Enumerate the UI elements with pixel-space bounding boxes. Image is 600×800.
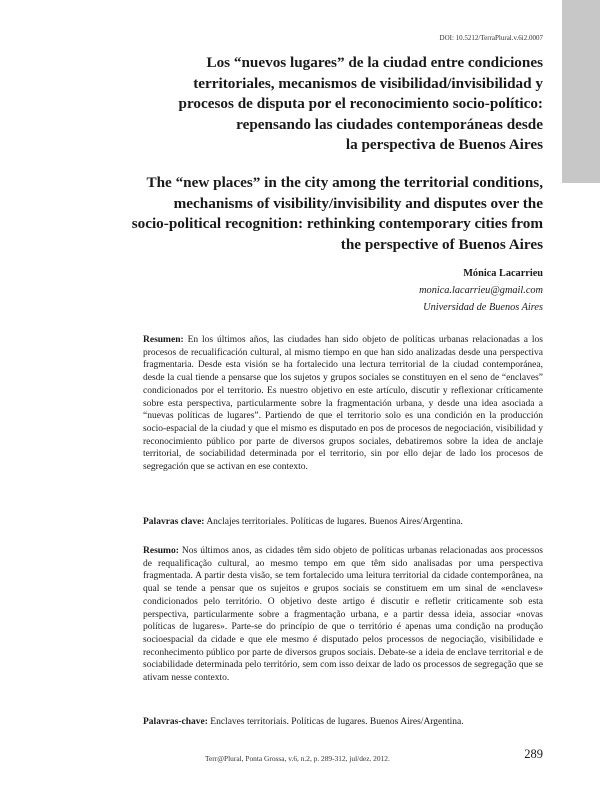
title-es-line: territoriales, mecanismos de visibilidad/invisibilidad y [193,74,543,92]
title-spanish [73,53,543,156]
title-en-line: socio-political recognition: rethinking contemporary cities from [131,215,543,233]
title-en-line: The “new places” in the city among the territorial conditions, [146,174,543,191]
side-tab-decoration [562,0,600,183]
author-name: Mónica Lacarrieu [463,268,543,279]
keywords-es-text: Anclajes territoriales. Políticas de lugares. Buenos Aires/Argentina. [204,517,463,527]
doi: DOI: 10.5212/TerraPlural.v.6i2.0007 [439,34,543,42]
abstract-pt-text: Nos últimos anos, as cidades têm sido objeto de políticas urbanas relacionadas aos processos de requalificação cultural, ao mesmo tempo em que têm sido analisadas por uma perspectiva fragmentada. A partir desta visão, se tem fortalecido uma leitura territorial da cidade contemporânea, na qual se tende a pensar que os sujeitos e grupos sociais se constituem em um sinal de «enclaves» condicionados pelo território. O objetivo deste artigo é discutir e refletir criticamente sob esta perspectiva, particularmente sobre a fragmentação urbana, e a partir dessa ideia, associar «novas políticas de lugares». Parte-se do princípio de que o território é apenas uma condição na produção socioespacial da cidade e que ele mesmo é disputado pelos processos de negociação, visibilidade e reconhecimento público por parte de diversos grupos sociais. Debate-se a ideia de enclave territorial e de sociabilidade determinada pelo território, sem com isso deixar de lado os processos de segregação que se ativam nesse contexto. [143,546,543,684]
abstract-es-text: En los últimos años, las ciudades han sido objeto de políticas urbanas relacionadas a los procesos de recualificación cultural, al mismo tiempo en que han sido analizadas desde una perspectiva fragmentaria. Desde esta visión se ha fortalecido una lectura territorial de la ciudad contemporánea, desde la cual tiende a pensarse que los sujetos y grupos sociales se constituyen en el seno de “enclaves” condicionados por el territorio. Es nuestro objetivo en este artículo, discutir y reflexionar críticamente sobre esta perspectiva, particularmente sobre la fragmentación urbana, y desde una idea asociada a “nuevas políticas de lugares”. Partiendo de que el territorio solo es una condición en la producción socio-espacial de la ciudad y que el mismo es disputado en pos de procesos de negociación, visibilidad y reconocimiento público por parte de diversos grupos sociales, debatiremos sobre la idea de anclaje territorial, de sociabilidad determinada por el territorio, sin por ello dejar de lado los procesos de segregación que se activan en ese contexto. [143,335,543,473]
abstract-pt-label: Resumo: [143,546,179,556]
abstract-spanish [143,334,543,474]
keywords-portuguese [143,716,543,729]
author-institution: Universidad de Buenos Aires [423,302,543,313]
keywords-pt-label: Palavras-chave: [143,717,208,727]
abstract-es-label: Resumen: [143,335,184,345]
title-en-line: the perspective of Buenos Aires [340,235,543,253]
journal-footer: Terr@Plural, Ponta Grossa, v.6, n.2, p. 289-312, jul/dez. 2012. [205,754,390,763]
title-english [43,173,543,255]
title-es-line: Los “nuevos lugares” de la ciudad entre condiciones [206,54,543,71]
keywords-es-label: Palavras clave: [143,517,205,527]
page-number: 289 [524,747,543,761]
title-es-line: la perspectiva de Buenos Aires [345,136,543,154]
keywords-pt-text: Enclaves territoriais. Políticas de lugares. Buenos Aires/Argentina. [207,717,464,727]
title-en-line: mechanisms of visibility/invisibility and disputes over the [173,194,543,212]
title-es-line: repensando las ciudades contemporáneas desde [236,115,543,133]
author-block [419,265,543,316]
keywords-spanish [143,516,543,529]
title-es-line: procesos de disputa por el reconocimiento socio-político: [178,95,543,113]
abstract-portuguese [143,545,543,685]
author-email: monica.lacarrieu@gmail.com [419,285,543,296]
